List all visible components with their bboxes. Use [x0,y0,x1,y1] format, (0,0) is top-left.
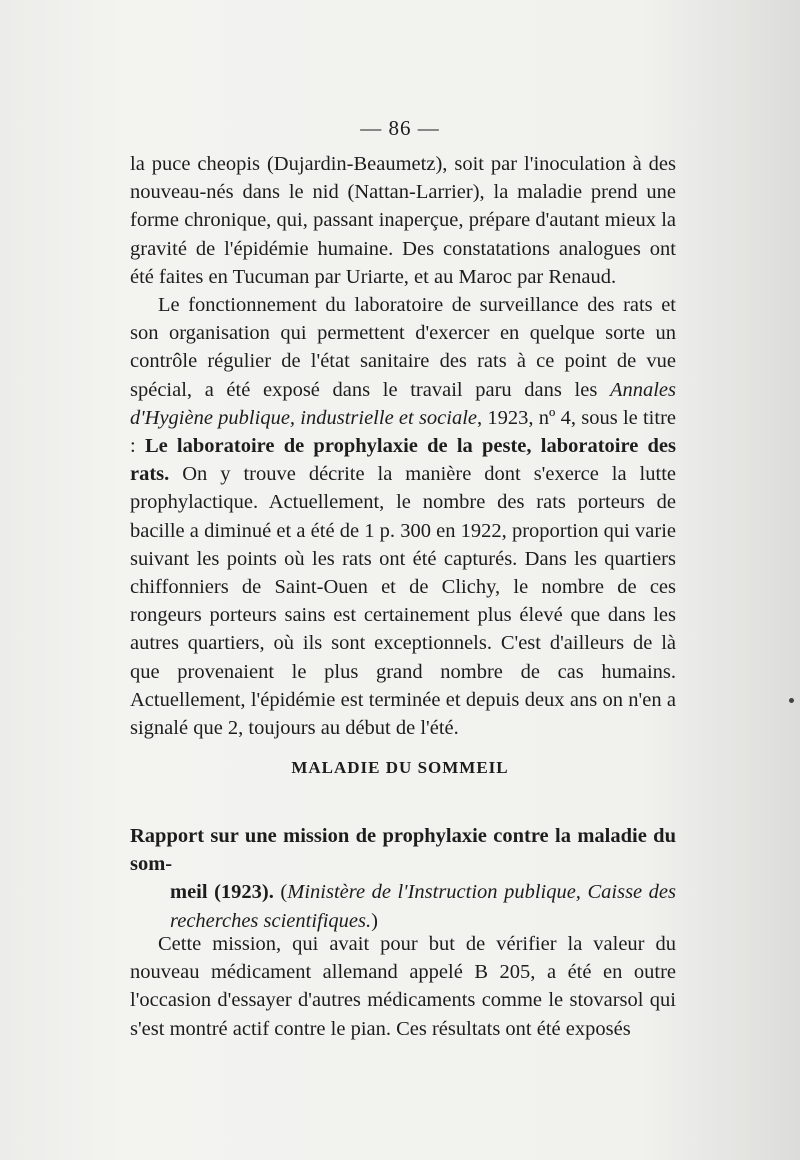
report-paragraph: Cette mission, qui avait pour but de vérifier la valeur du nouveau médicament allemand appelé B 205, a été en outre l'occasion d'essayer d'autres médicaments comme le stovarsol qui s'est montré actif contre le pian. Ces résultats ont été exposés [130,933,676,1040]
section-heading: MALADIE DU SOMMEIL [291,758,509,777]
paragraph-text-1: Le fonctionnement du laboratoire de surveillance des rats et son organisation qui permettent d'exercer en quelque sorte un contrôle régulier de l'état sanitaire des rats à ce point de vue spécial, a été exposé dans le travail paru dans les [130,294,676,401]
report-body [130,930,676,1043]
publisher-close: ) [371,909,378,932]
main-text-block [130,150,676,742]
page-number: — 86 — [360,116,440,140]
report-title-line-1: Rapport sur une mission de prophylaxie contre la maladie du som- [130,825,676,876]
scan-dot [789,698,794,703]
article-title: Le laboratoire de prophylaxie de la peste, laboratoire des rats. [130,435,676,486]
report-title-continuation [130,878,676,934]
report-publisher: Ministère de l'Instruction publique, Caisse des recherches scientifiques. [170,881,677,932]
journal-title: Annales d'Hygiène publique, industrielle et sociale [130,378,676,429]
paragraph-text-3: On y trouve décrite la manière dont s'exerce la lutte prophylactique. Actuellement, le nombre des rats porteurs de bacille a diminué et a été de 1 p. 300 en 1922, proportion qui varie suivant les points où les rats ont été capturés. Dans les quartiers chiffonniers de Saint-Ouen et de Clichy, le nombre de ces rongeurs porteurs sains est certainement plus élevé que dans les autres quartiers, où ils sont exceptionnels. C'est d'ailleurs de là que provenaient le plus grand nombre de cas humains. Actuellement, l'épidémie est terminée et depuis deux ans on n'en a signalé que 2, toujours au début de l'été. [130,463,676,740]
publisher-open: ( [273,881,288,904]
paragraph-text-2: , 1923, nº 4, sous le titre : [130,406,676,458]
paragraph-continuation: la puce cheopis (Dujardin-Beaumetz), soit par l'inoculation à des nouveau-nés dans le nid (Nattan-Larrier), la maladie prend une forme chronique, qui, passant inaperçue, prépare d'autant mieux la gravité de l'épidémie humaine. Des constatations analogues ont été faites en Tucuman par Uriarte, et au Maroc par Renaud. [130,153,676,288]
report-title [130,822,676,935]
paragraph-laboratory [130,291,676,742]
report-title-line-2: meil (1923). [170,881,274,904]
